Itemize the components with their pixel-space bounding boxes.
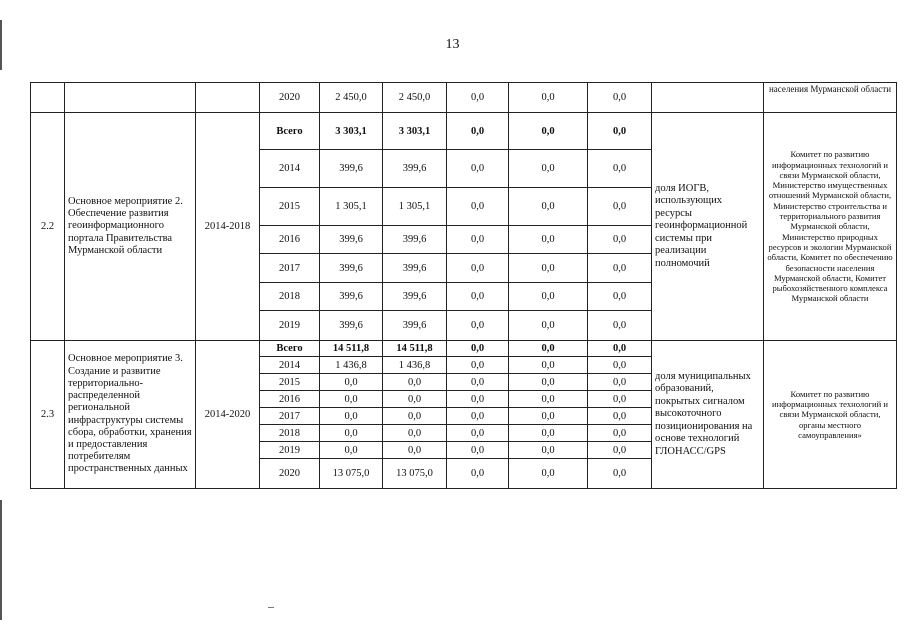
table-row [31,113,897,150]
value-cell: 0,0 [509,425,588,442]
name-cell [65,83,196,113]
section-period: 2014-2018 [196,113,260,341]
value-cell: 0,0 [447,391,509,408]
value-cell: 0,0 [509,459,588,489]
value-cell: 0,0 [383,425,447,442]
value-cell: 0,0 [509,254,588,283]
value-cell: 0,0 [588,341,652,357]
value-cell: 0,0 [588,188,652,226]
section-responsible: Комитет по развитию информационных технологий и связи Мурманской области, органы местного самоуправления» [764,341,897,489]
value-cell: 0,0 [447,188,509,226]
value-cell: 2 450,0 [320,83,383,113]
section-period: 2014-2020 [196,341,260,489]
year-cell: Всего [260,113,320,150]
value-cell: 0,0 [447,442,509,459]
section-index: 2.2 [31,113,65,341]
value-cell: 0,0 [447,226,509,254]
value-cell: 0,0 [588,374,652,391]
value-cell: 0,0 [588,311,652,341]
value-cell: 0,0 [588,391,652,408]
responsible-cell: населения Мурманской области [764,83,897,113]
year-cell: 2014 [260,150,320,188]
value-cell: 0,0 [509,391,588,408]
value-cell: 0,0 [509,283,588,311]
section-indicator: доля ИОГВ, использующих ресурсы геоинформационной системы при реализации полномочий [652,113,764,341]
value-cell: 0,0 [509,83,588,113]
value-cell: 0,0 [509,311,588,341]
value-cell: 0,0 [447,83,509,113]
value-cell: 0,0 [588,113,652,150]
value-cell: 0,0 [320,374,383,391]
value-cell: 0,0 [509,150,588,188]
value-cell: 0,0 [383,391,447,408]
year-cell: 2020 [260,459,320,489]
year-cell: 2017 [260,408,320,425]
value-cell: 0,0 [383,374,447,391]
year-cell: 2014 [260,357,320,374]
table-row [31,341,897,357]
value-cell: 0,0 [588,226,652,254]
value-cell: 13 075,0 [320,459,383,489]
year-cell: 2019 [260,311,320,341]
page-number: 13 [445,37,460,52]
value-cell: 0,0 [447,311,509,341]
value-cell: 1 436,8 [383,357,447,374]
value-cell: 0,0 [588,283,652,311]
year-cell: 2015 [260,374,320,391]
value-cell: 0,0 [320,391,383,408]
value-cell: 1 436,8 [320,357,383,374]
section-name: Основное мероприятие 2. Обеспечение развития геоинформационного портала Правительства Мурманской области [65,113,196,341]
value-cell: 0,0 [447,374,509,391]
value-cell: 0,0 [447,113,509,150]
value-cell: 399,6 [320,226,383,254]
value-cell: 0,0 [509,442,588,459]
value-cell: 3 303,1 [320,113,383,150]
budget-table [30,82,897,489]
section-responsible: Комитет по развитию информационных технологий и связи Мурманской области, Министерство имущественных отношений Мурманской области, Министерство строительства и территориального развития Мурманской области, Министерство природных ресурсов и экологии Мурманской области, Комитет по обеспечению безопасности населения Мурманской области, Комитет рыбохозяйственного комплекса Мурманской области [764,113,897,341]
value-cell: 3 303,1 [383,113,447,150]
value-cell: 0,0 [383,408,447,425]
year-cell: 2017 [260,254,320,283]
value-cell: 14 511,8 [383,341,447,357]
year-cell: 2019 [260,442,320,459]
year-cell: 2018 [260,283,320,311]
value-cell: 0,0 [588,408,652,425]
value-cell: 0,0 [447,254,509,283]
indicator-cell [652,83,764,113]
value-cell: 0,0 [588,442,652,459]
value-cell: 0,0 [447,357,509,374]
value-cell: 399,6 [320,311,383,341]
value-cell: 0,0 [509,408,588,425]
value-cell: 0,0 [447,283,509,311]
year-cell: 2015 [260,188,320,226]
value-cell: 0,0 [509,226,588,254]
value-cell: 0,0 [588,150,652,188]
value-cell: 399,6 [383,311,447,341]
value-cell: 0,0 [509,341,588,357]
value-cell: 14 511,8 [320,341,383,357]
value-cell: 0,0 [447,150,509,188]
value-cell: 0,0 [509,374,588,391]
year-cell: 2020 [260,83,320,113]
value-cell: 399,6 [383,254,447,283]
value-cell: 399,6 [383,150,447,188]
value-cell: 13 075,0 [383,459,447,489]
value-cell: 0,0 [509,357,588,374]
scan-dash-mark [268,607,274,608]
value-cell: 0,0 [588,254,652,283]
value-cell: 399,6 [383,283,447,311]
index-cell [31,83,65,113]
value-cell: 0,0 [509,113,588,150]
table-row [31,83,897,113]
value-cell: 0,0 [320,442,383,459]
year-cell: Всего [260,341,320,357]
value-cell: 0,0 [447,341,509,357]
value-cell: 0,0 [447,408,509,425]
value-cell: 399,6 [383,226,447,254]
value-cell: 0,0 [447,425,509,442]
value-cell: 2 450,0 [383,83,447,113]
section-indicator: доля муниципальных образований, покрытых сигналом высокоточного позиционирования на основе технологий ГЛОНАСС/GPS [652,341,764,489]
value-cell: 0,0 [320,425,383,442]
scan-edge-mark [0,500,2,620]
year-cell: 2016 [260,391,320,408]
section-name: Основное мероприятие 3. Создание и развитие территориально-распределенной региональной инфраструктуры системы сбора, обработки, хранения и предоставления потребителям пространственных данных [65,341,196,489]
value-cell: 0,0 [383,442,447,459]
value-cell: 399,6 [320,283,383,311]
period-cell [196,83,260,113]
section-index: 2.3 [31,341,65,489]
year-cell: 2018 [260,425,320,442]
value-cell: 0,0 [320,408,383,425]
year-cell: 2016 [260,226,320,254]
value-cell: 0,0 [588,83,652,113]
value-cell: 399,6 [320,254,383,283]
value-cell: 0,0 [588,425,652,442]
value-cell: 0,0 [447,459,509,489]
value-cell: 1 305,1 [383,188,447,226]
value-cell: 399,6 [320,150,383,188]
value-cell: 0,0 [588,459,652,489]
value-cell: 1 305,1 [320,188,383,226]
value-cell: 0,0 [588,357,652,374]
value-cell: 0,0 [509,188,588,226]
